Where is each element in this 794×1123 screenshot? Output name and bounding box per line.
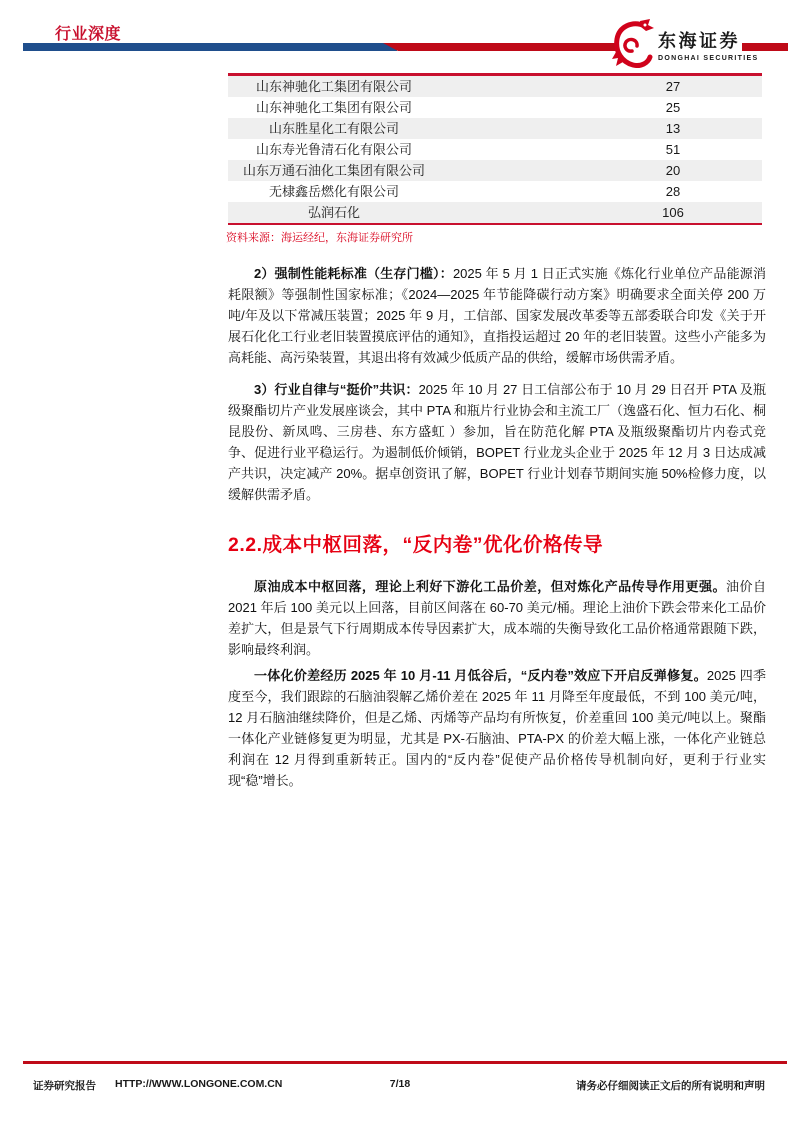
paragraph-lead: 一体化价差经历 2025 年 10 月-11 月低谷后，“反内卷”效应下开启反弹修复。 [254, 668, 707, 683]
table-row [228, 118, 762, 139]
company-name-cell: 弘润石化 [307, 205, 360, 220]
table-row [228, 97, 762, 118]
table-row [228, 139, 762, 160]
dragon-logo-icon [612, 19, 654, 69]
data-source-note: 资料来源：海运经纪，东海证券研究所 [226, 232, 413, 244]
paragraph-body: 2025 年 5 月 1 日正式实施《炼化行业单位产品能源消耗限额》等强制性国家标准；《2024—2025 年节能降碳行动方案》明确要求全面关停 200 万吨/年及以下常减压装置；2025 年 9 月，工信部、国家发展改革委等五部委联合印发《关于开展石化化工行业老旧装置摸底评估的通知》，直指投运超过 20 年的老旧装置。这些小产能多为高耗能、高污染装置，其退出将有效减少低质产品的供给，缓解市场供需矛盾。 [228, 266, 766, 365]
capacity-value-cell: 25 [665, 100, 681, 115]
table-row [228, 160, 762, 181]
logo-wordmark [658, 27, 758, 62]
report-type-label: 证券研究报告 [33, 1080, 96, 1092]
company-name-cell: 山东万通石油化工集团有限公司 [242, 163, 425, 178]
company-name-cell: 山东寿光鲁清石化有限公司 [255, 142, 412, 157]
paragraph-energy-standard [228, 263, 766, 368]
logo-name-en: DONGHAI SECURITIES [658, 55, 759, 62]
company-name-cell: 无棣鑫岳燃化有限公司 [268, 184, 399, 199]
paragraph-price-spread [228, 665, 766, 791]
section-heading: 2.2.成本中枢回落，“反内卷”优化价格传导 [228, 534, 604, 556]
paragraph-lead: 3）行业自律与“挺价”共识： [254, 382, 419, 397]
body-content [228, 263, 766, 802]
header-divider-bar [23, 43, 617, 51]
paragraph-cost-center [228, 576, 766, 660]
paragraph-body: 油价自 2021 年后 100 美元以上回落，目前区间落在 60-70 美元/桶。理论上油价下跌会带来化工品价差扩大，但是景气下行周期成本传导因素扩大，成本端的失衡导致化工品价格通常跟随下跌，影响最终利润。 [228, 579, 766, 657]
paragraph-lead: 原油成本中枢回落，理论上利好下游化工品价差，但对炼化产品传导作用更强。 [254, 579, 726, 594]
company-name-cell: 山东神驰化工集团有限公司 [255, 100, 412, 115]
table-row [228, 76, 762, 97]
header-bar-blue-segment [23, 43, 397, 51]
capacity-value-cell: 20 [665, 163, 681, 178]
company-name-cell: 山东神驰化工集团有限公司 [255, 79, 412, 94]
company-logo [612, 19, 758, 69]
company-name-cell: 山东胜星化工有限公司 [268, 121, 399, 136]
table-row [228, 202, 762, 223]
capacity-value-cell: 13 [665, 121, 681, 136]
capacity-value-cell: 27 [665, 79, 681, 94]
paragraph-body: 2025 年 10 月 27 日工信部公布于 10 月 29 日召开 PTA 及瓶级聚酯切片产业发展座谈会，其中 PTA 和瓶片行业协会和主流工厂（逸盛石化、恒力石化、桐昆股份、新凤鸣、三房巷、东方盛虹 ）参加，旨在防范化解 PTA 及瓶级聚酯切片内卷式竞争、促进行业平稳运行。为遏制低价倾销，BOPET 行业龙头企业于 2025 年 12 月 3 日达成减产共识，决定减产 20%。据卓创资讯了解，BOPET 行业计划春节期间实施 50%检修力度，以缓解供需矛盾。 [228, 382, 767, 502]
logo-name-cn: 东海证券 [658, 31, 740, 51]
capacity-value-cell: 51 [665, 142, 681, 157]
page-number: 7/18 [389, 1078, 411, 1090]
paragraph-industry-consensus [228, 379, 766, 505]
header-bar-red-segment [383, 43, 617, 51]
table-row [228, 181, 762, 202]
paragraph-lead: 2）强制性能耗标准（生存门槛）： [254, 266, 453, 281]
website-link[interactable]: HTTP://WWW.LONGONE.COM.CN [115, 1078, 283, 1090]
capacity-value-cell: 106 [662, 205, 684, 220]
footer-disclaimer: 请务必仔细阅读正文后的所有说明和声明 [576, 1080, 765, 1092]
capacity-value-cell: 28 [665, 184, 681, 199]
report-category-label: 行业深度 [55, 26, 122, 43]
footer-divider [23, 1061, 787, 1064]
footer [23, 1078, 787, 1092]
paragraph-body: 2025 四季度至今，我们跟踪的石脑油裂解乙烯价差在 2025 年 11 月降至年度最低，不到 100 美元/吨，12 月石脑油继续降价，但是乙烯、丙烯等产品均有所恢复，价差重回 100 美元/吨以上。聚酯一体化产业链修复更为明显，尤其是 PX-石脑油、PTA-PX 的价差大幅上涨，一体化产业链总利润在 12 月得到重新转正。国内的“反内卷”促使产品价格传导机制向好，更利于行业实现“稳”增长。 [228, 668, 766, 788]
capacity-table [228, 73, 762, 225]
